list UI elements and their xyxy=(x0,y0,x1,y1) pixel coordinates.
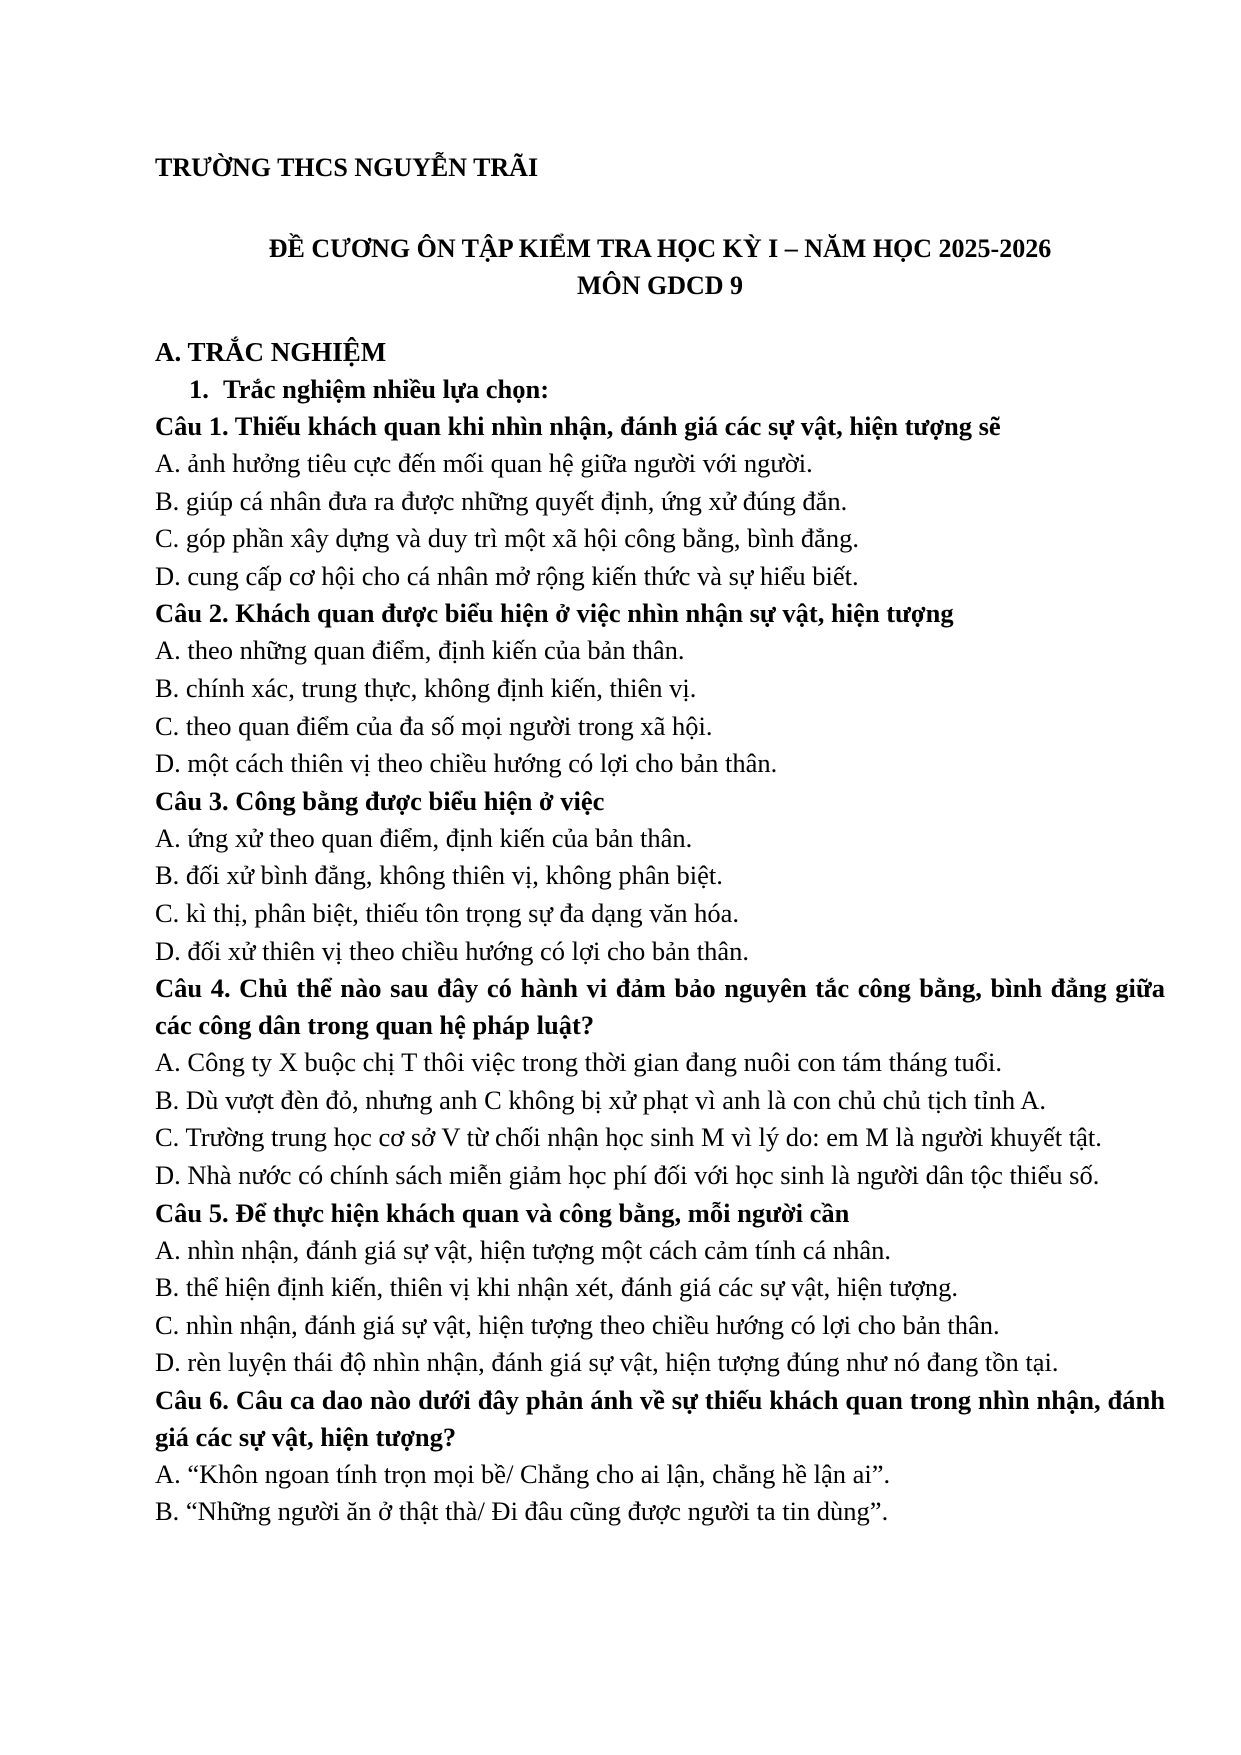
question-text: Câu 1. Thiếu khách quan khi nhìn nhận, đánh giá các sự vật, hiện tượng sẽ xyxy=(155,411,1001,441)
option-c: C. góp phần xây dựng và duy trì một xã hội công bằng, bình đẳng. xyxy=(155,523,859,554)
question-3 xyxy=(155,783,1165,970)
option-a: A. theo những quan điểm, định kiến của bản thân. xyxy=(155,635,685,666)
option-a: A. ảnh hưởng tiêu cực đến mối quan hệ giữa người với người. xyxy=(155,448,813,478)
option-c: C. Trường trung học cơ sở V từ chối nhận học sinh M vì lý do: em M là người khuyết tật. xyxy=(155,1122,1102,1153)
option-b: B. chính xác, trung thực, không định kiến, thiên vị. xyxy=(155,672,697,703)
document-page xyxy=(155,150,1165,1531)
title-line-1: ĐỀ CƯƠNG ÔN TẬP KIỂM TRA HỌC KỲ I – NĂM HỌC 2025-2026 xyxy=(268,234,1052,263)
title-line-2: MÔN GDCD 9 xyxy=(576,271,744,300)
section-heading: A. TRẮC NGHIỆM xyxy=(155,337,387,367)
option-b: B. giúp cá nhân đưa ra được những quyết định, ứng xử đúng đắn. xyxy=(155,485,848,516)
question-1 xyxy=(155,408,1165,595)
question-5 xyxy=(155,1195,1165,1382)
question-2 xyxy=(155,595,1165,782)
option-c: C. nhìn nhận, đánh giá sự vật, hiện tượng theo chiều hướng có lợi cho bản thân. xyxy=(155,1309,1000,1340)
subsection-label: Trắc nghiệm nhiều lựa chọn: xyxy=(223,374,550,404)
option-b: B. đối xử bình đẳng, không thiên vị, không phân biệt. xyxy=(155,860,723,891)
option-d: D. rèn luyện thái độ nhìn nhận, đánh giá sự vật, hiện tượng đúng như nó đang tồn tại. xyxy=(155,1347,1059,1378)
school-name: TRƯỜNG THCS NGUYỄN TRÃI xyxy=(155,153,539,182)
subsection-heading xyxy=(155,371,1165,408)
question-text: Câu 2. Khách quan được biểu hiện ở việc nhìn nhận sự vật, hiện tượng xyxy=(155,598,954,629)
question-text: Câu 4. Chủ thể nào sau đây có hành vi đảm bảo nguyên tắc công bằng, bình đẳng giữa các công dân trong quan hệ pháp luật? xyxy=(155,973,1165,1041)
question-text: Câu 3. Công bằng được biểu hiện ở việc xyxy=(155,785,605,816)
option-d: D. đối xử thiên vị theo chiều hướng có lợi cho bản thân. xyxy=(155,935,749,966)
question-text: Câu 6. Câu ca dao nào dưới đây phản ánh về sự thiếu khách quan trong nhìn nhận, đánh giá các sự vật, hiện tượng? xyxy=(155,1384,1165,1452)
document-title xyxy=(155,230,1165,304)
option-a: A. Công ty X buộc chị T thôi việc trong thời gian đang nuôi con tám tháng tuổi. xyxy=(155,1047,1002,1078)
question-6 xyxy=(155,1382,1165,1531)
option-d: D. một cách thiên vị theo chiều hướng có lợi cho bản thân. xyxy=(155,748,778,779)
option-d: D. cung cấp cơ hội cho cá nhân mở rộng kiến thức và sự hiểu biết. xyxy=(155,560,859,591)
option-c: C. kì thị, phân biệt, thiếu tôn trọng sự đa dạng văn hóa. xyxy=(155,897,740,928)
option-a: A. nhìn nhận, đánh giá sự vật, hiện tượng một cách cảm tính cá nhân. xyxy=(155,1234,891,1265)
option-c: C. theo quan điểm của đa số mọi người trong xã hội. xyxy=(155,710,713,741)
option-a: A. “Khôn ngoan tính trọn mọi bề/ Chẳng cho ai lận, chẳng hề lận ai”. xyxy=(155,1458,891,1489)
option-d: D. Nhà nước có chính sách miễn giảm học phí đối với học sinh là người dân tộc thiểu số. xyxy=(155,1159,1100,1190)
question-text: Câu 5. Để thực hiện khách quan và công bằng, mỗi người cần xyxy=(155,1197,850,1228)
option-b: B. Dù vượt đèn đỏ, nhưng anh C không bị xử phạt vì anh là con chủ chủ tịch tỉnh A. xyxy=(155,1084,1047,1115)
option-b: B. thể hiện định kiến, thiên vị khi nhận xét, đánh giá các sự vật, hiện tượng. xyxy=(155,1272,958,1303)
subsection-number: 1. xyxy=(189,374,209,404)
option-b: B. “Những người ăn ở thật thà/ Đi đâu cũng được người ta tin dùng”. xyxy=(155,1496,889,1527)
question-4 xyxy=(155,970,1165,1194)
option-a: A. ứng xử theo quan điểm, định kiến của bản thân. xyxy=(155,822,693,853)
